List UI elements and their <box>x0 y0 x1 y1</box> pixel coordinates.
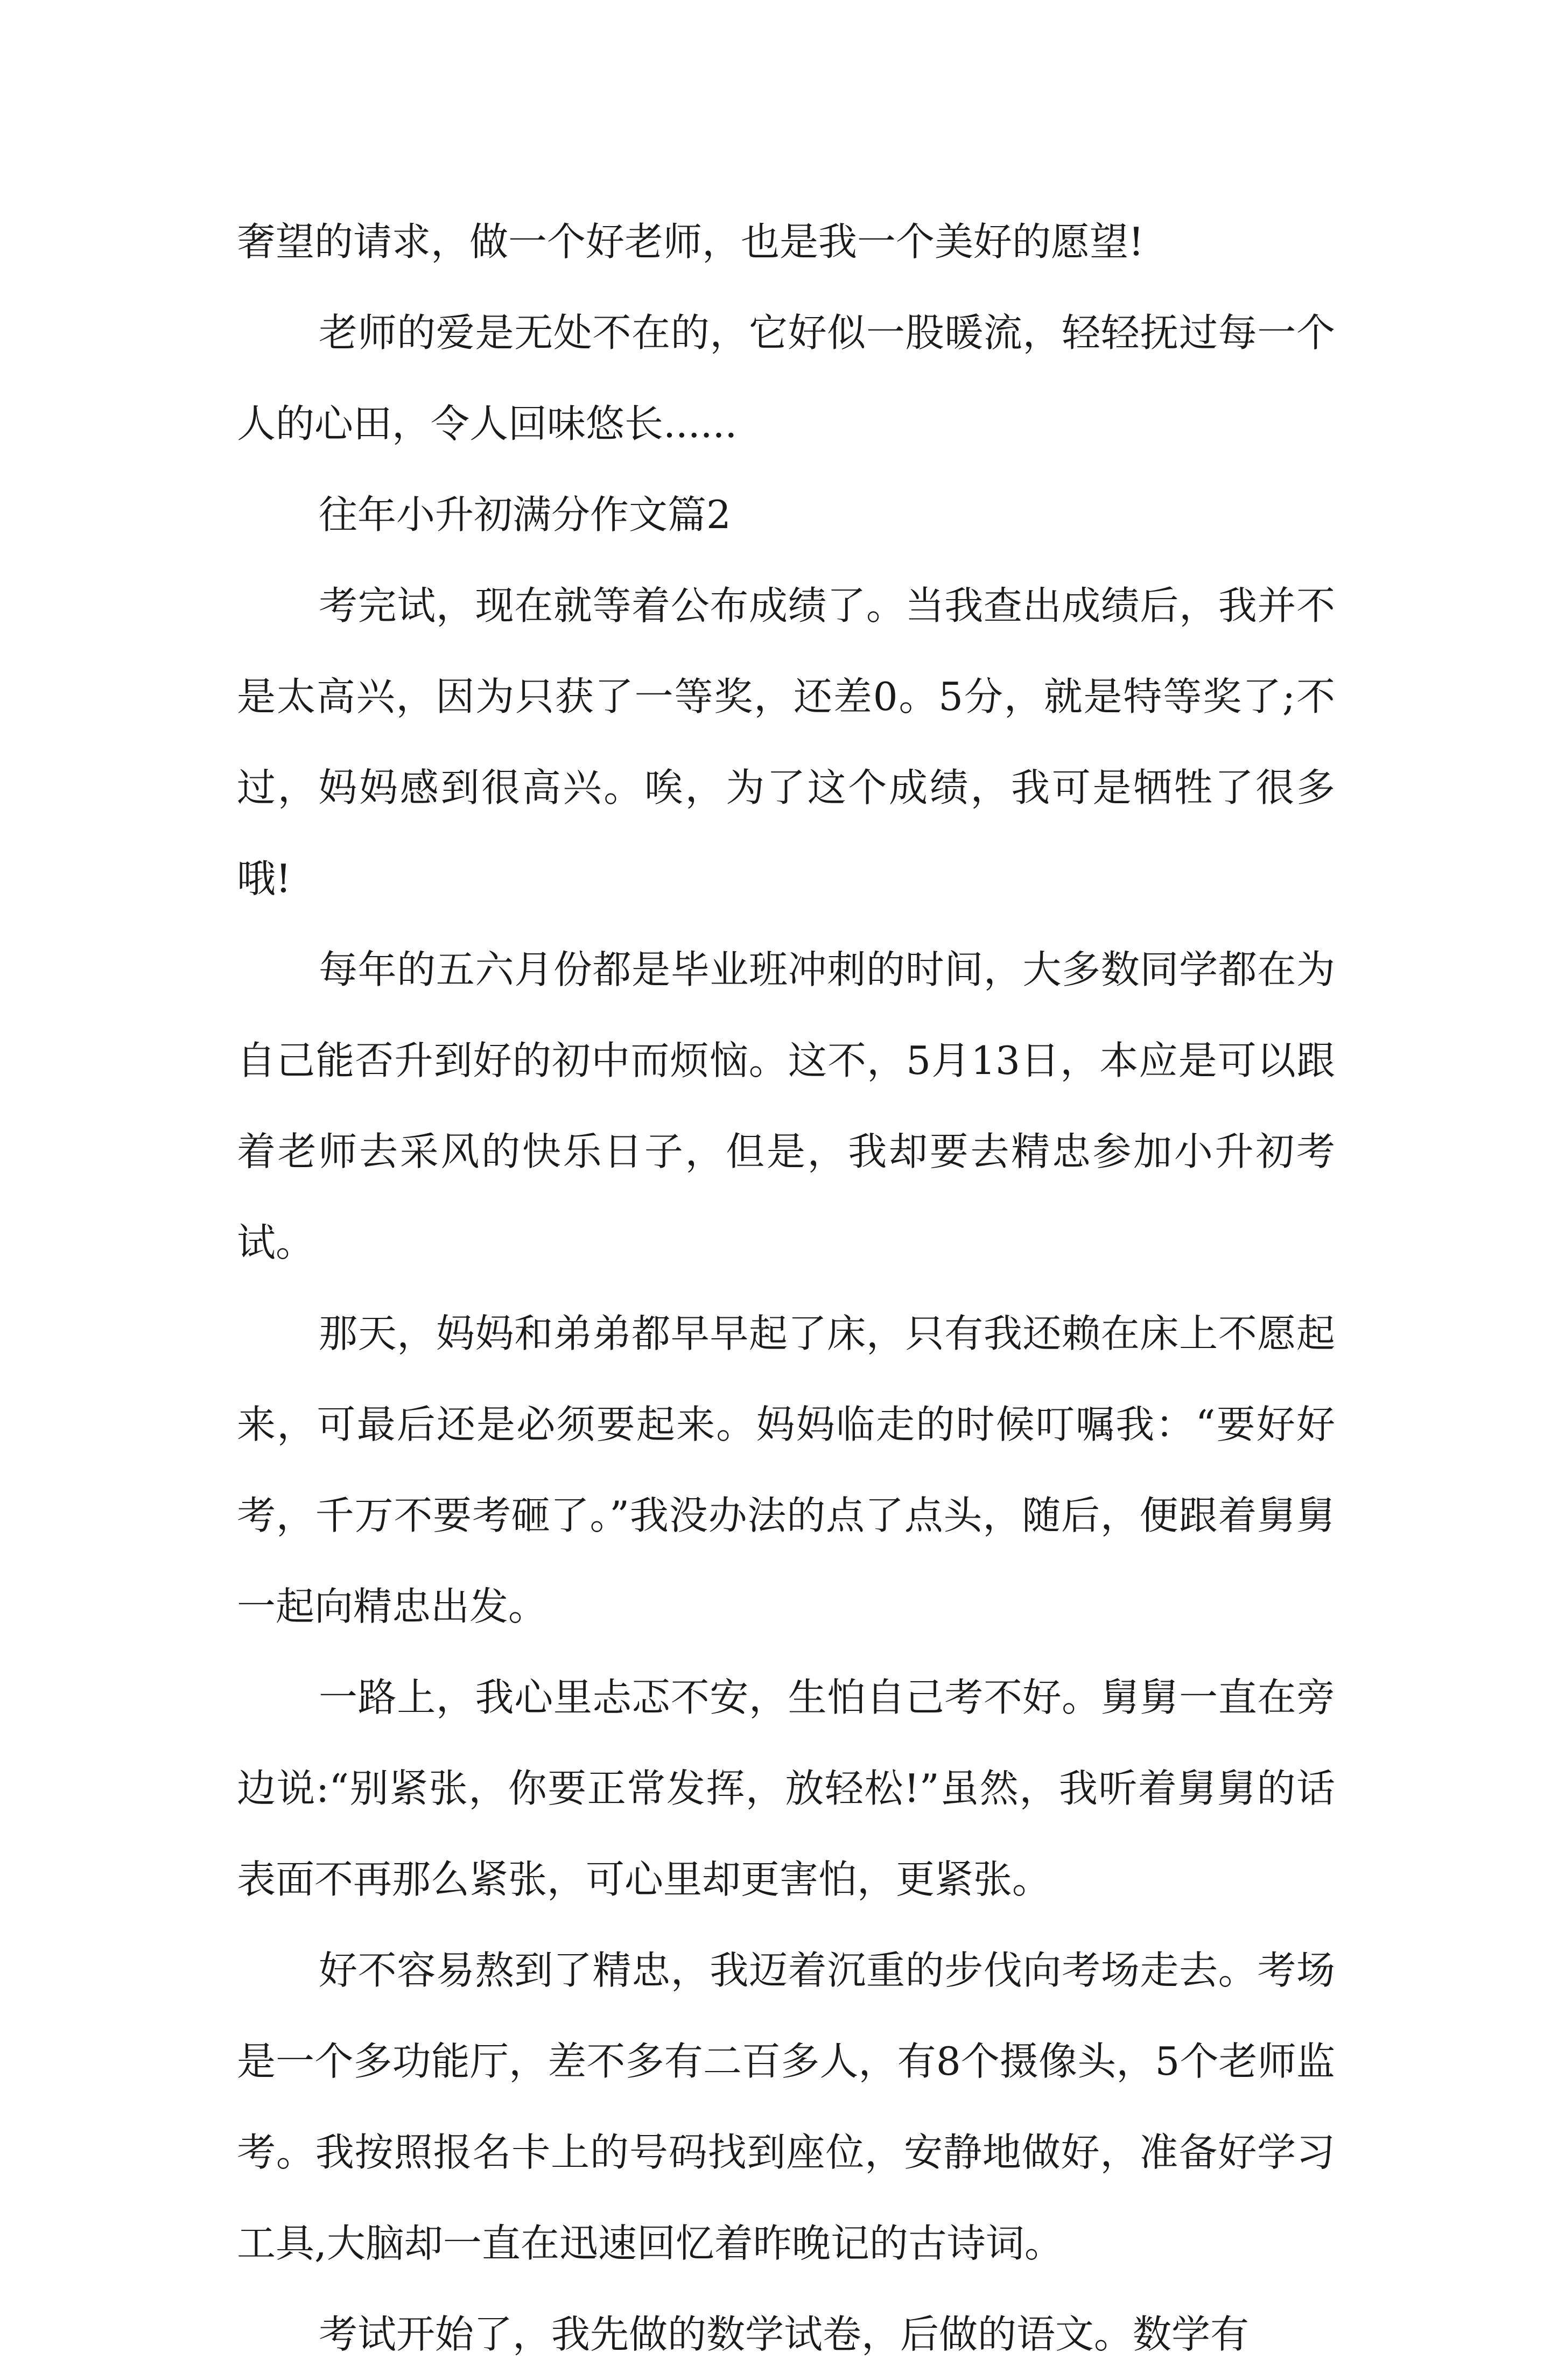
paragraph-1: 奢望的请求，做一个好老师，也是我一个美好的愿望! <box>237 219 1144 264</box>
paragraph-3: 考完试，现在就等着公布成绩了。当我查出成绩后，我并不是太高兴，因为只获了一等奖，还差0。5分，就是特等奖了;不过，妈妈感到很高兴。唉，为了这个成绩，我可是牺牲了很多哦! <box>237 583 1335 901</box>
paragraph-7: 好不容易熬到了精忠，我迈着沉重的步伐向考场走去。考场是一个多功能厅，差不多有二百多人，有8个摄像头，5个老师监考。我按照报名卡上的号码找到座位，安静地做好，准备好学习工具,大脑却一直在迅速回忆着昨晚记的古诗词。 <box>237 1948 1335 2266</box>
paragraph-8: 考试开始了，我先做的数学试卷，后做的语文。数学有 <box>319 2312 1250 2357</box>
document-body <box>237 196 1335 2380</box>
section-title: 往年小升初满分作文篇2 <box>319 492 731 537</box>
paragraph-4: 每年的五六月份都是毕业班冲刺的时间，大多数同学都在为自己能否升到好的初中而烦恼。这不，5月13日，本应是可以跟着老师去采风的快乐日子，但是，我却要去精忠参加小升初考试。 <box>237 947 1335 1265</box>
paragraph-6: 一路上，我心里忐忑不安，生怕自己考不好。舅舅一直在旁边说:“别紧张，你要正常发挥，放轻松!”虽然，我听着舅舅的话表面不再那么紧张，可心里却更害怕，更紧张。 <box>237 1675 1335 1902</box>
paragraph-2: 老师的爱是无处不在的，它好似一股暖流，轻轻抚过每一个人的心田，令人回味悠长...... <box>237 310 1335 446</box>
paragraph-5: 那天，妈妈和弟弟都早早起了床，只有我还赖在床上不愿起来，可最后还是必须要起来。妈妈临走的时候叮嘱我：“要好好考，千万不要考砸了。”我没办法的点了点头，随后，便跟着舅舅一起向精忠出发。 <box>237 1311 1335 1629</box>
